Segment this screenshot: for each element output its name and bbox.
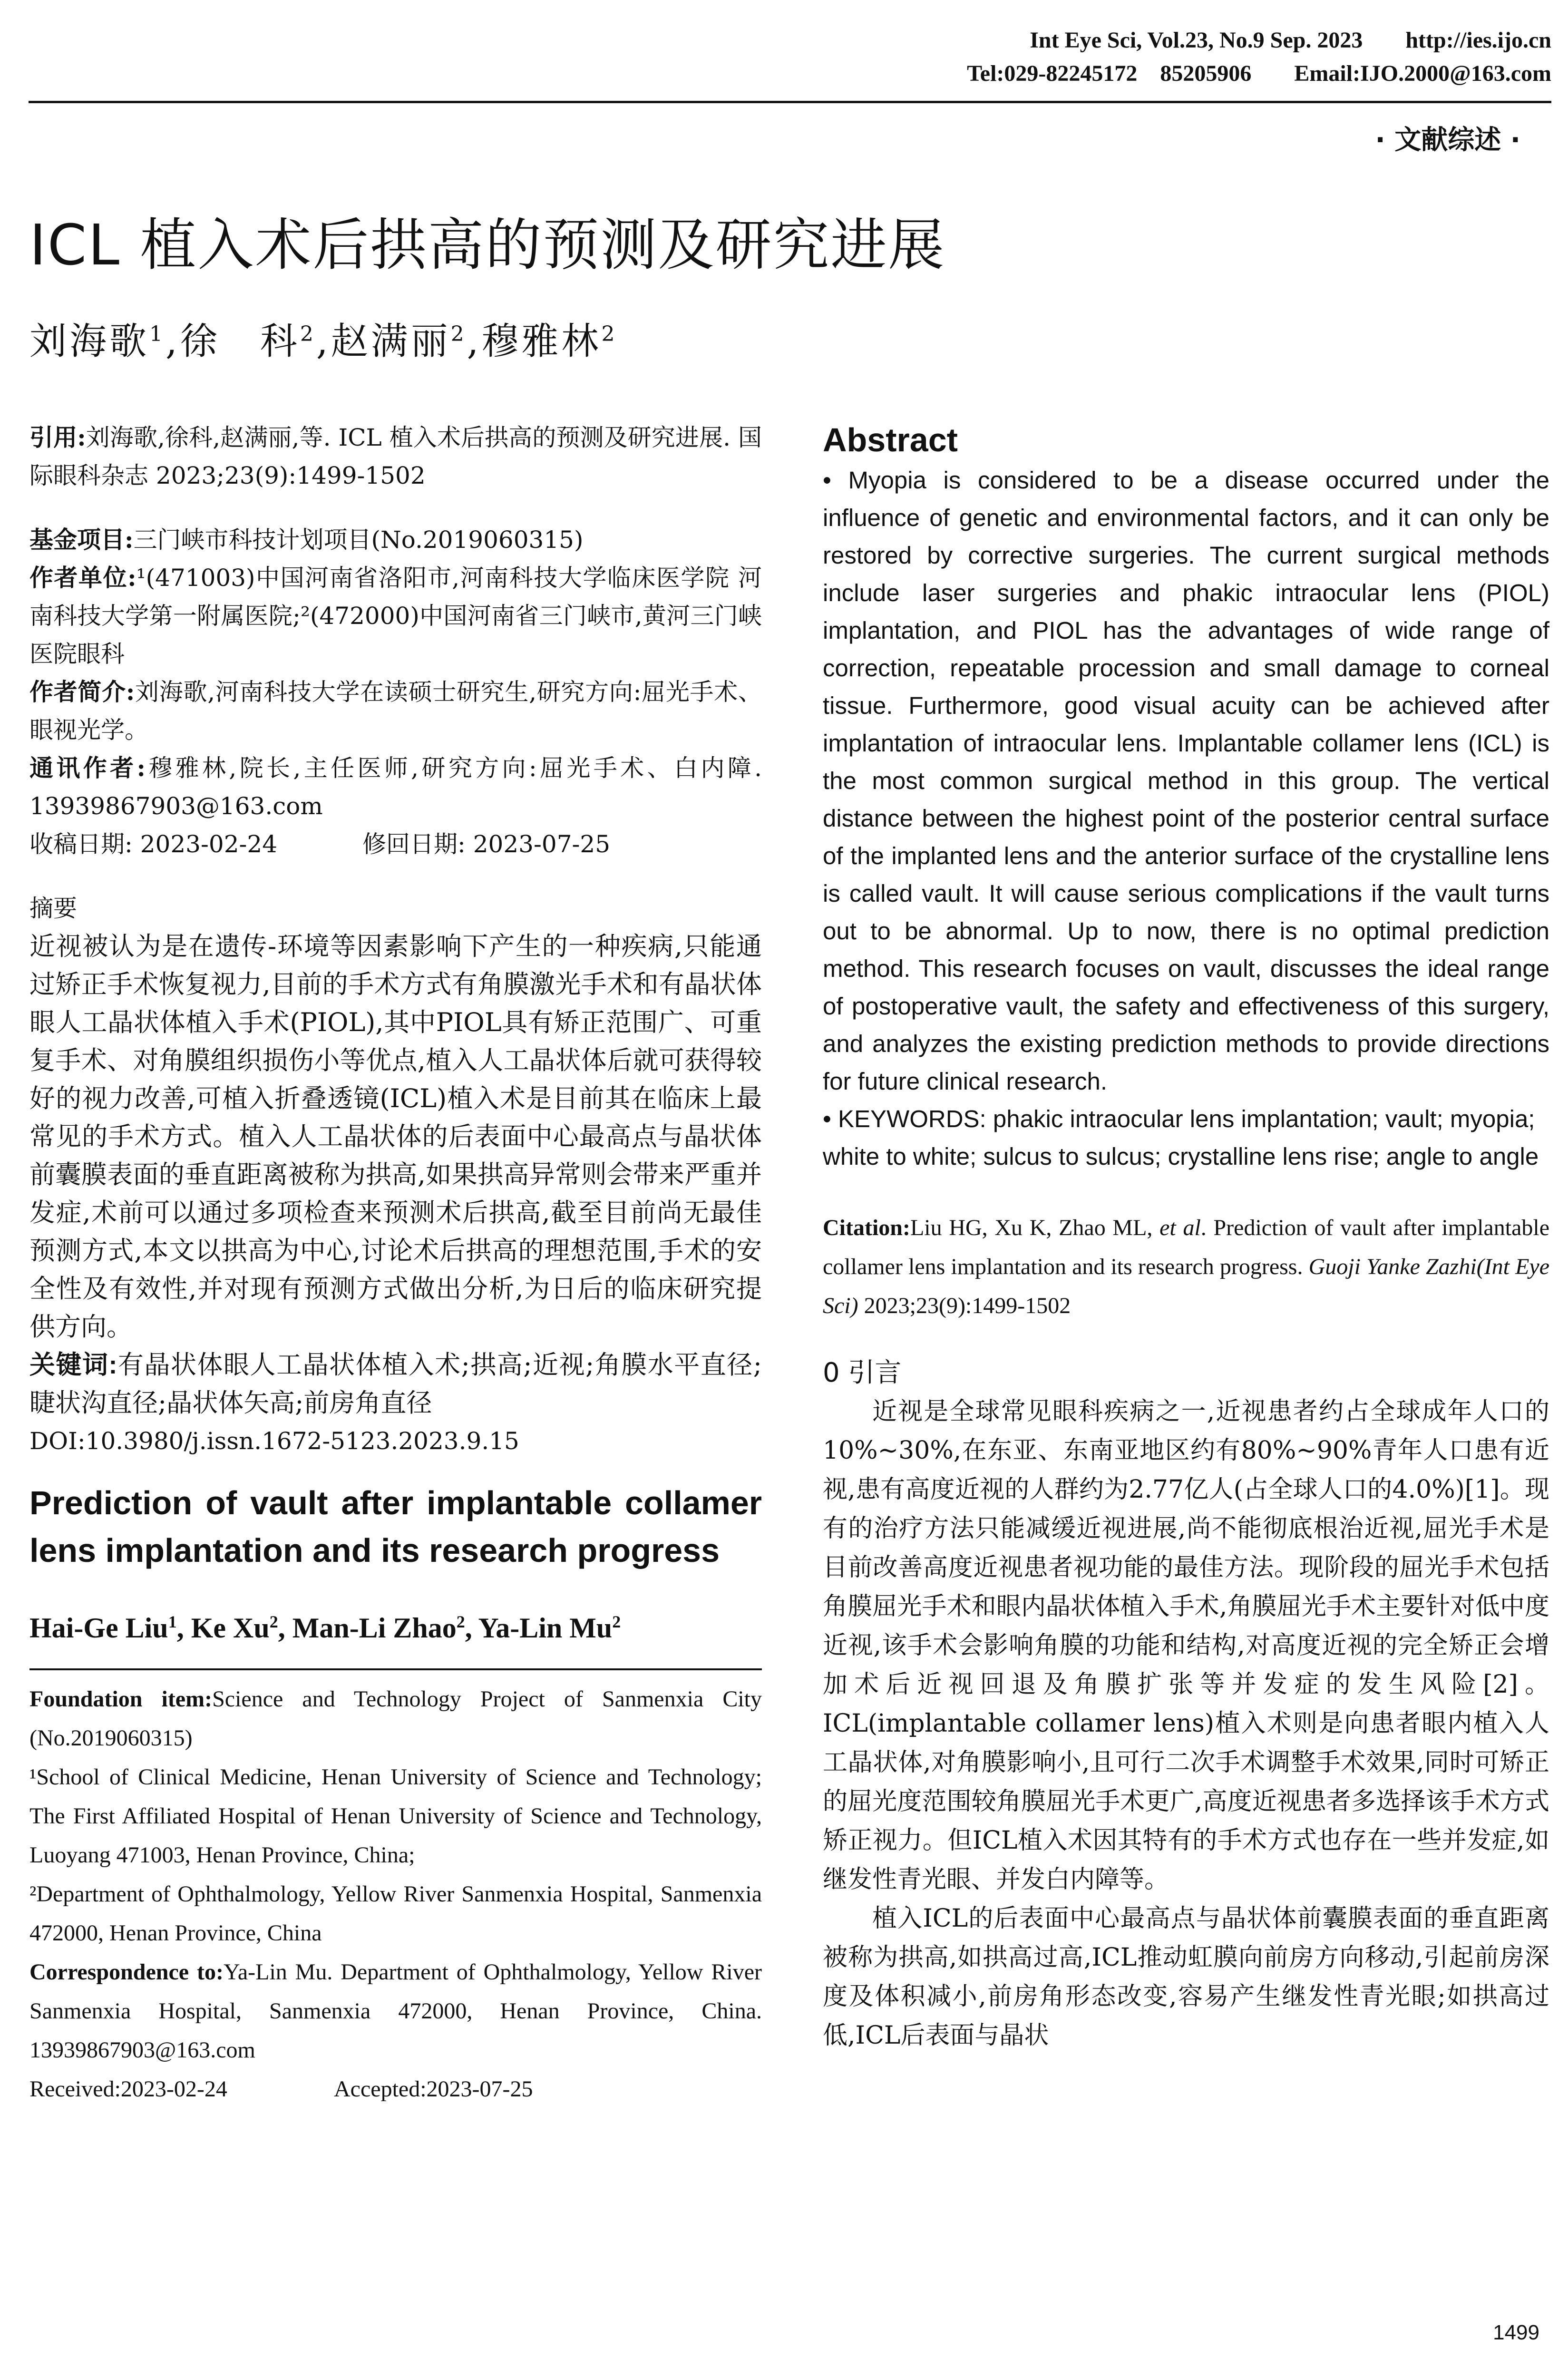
left-column [29, 419, 762, 2109]
english-author-name: Ya-Lin Mu [478, 1612, 613, 1644]
author-name: 穆雅林 [481, 320, 602, 363]
author-affiliation-mark: 2 [450, 322, 467, 346]
author-separator: , [467, 320, 482, 363]
header-rule [29, 101, 1551, 103]
keywords-en: • KEYWORDS: phakic intraocular lens implantation; vault; myopia; white to white; sulcus to sulcus; crystalline lens rise; angle to angle [823, 1105, 1539, 1170]
author-units: 作者单位:¹(471003)中国河南省洛阳市,河南科技大学临床医学院 河南科技大学第一附属医院;²(472000)中国河南省三门峡市,黄河三门峡医院眼科 [29, 564, 762, 668]
author-separator: , [166, 320, 180, 363]
english-author-list: Hai-Ge Liu$^1$, Ke Xu$^2$, Man-Li Zhao$^2$, Ya-Lin Mu$^2$ [29, 1612, 621, 1644]
doi: DOI:10.3980/j.issn.1672-5123.2023.9.15 [29, 1427, 519, 1455]
divider [29, 1668, 762, 1670]
citation-cn: 引用:刘海歌,徐科,赵满丽,等. ICL 植入术后拱高的预测及研究进展. 国际眼科杂志 2023;23(9):1499-1502 [29, 423, 762, 489]
intro-paragraph-1: 近视是全球常见眼科疾病之一,近视患者约占全球成年人口的10%~30%,在东亚、东南亚地区约有80%~90%青年人口患有近视,患有高度近视的人群约为2.77亿人(占全球人口的4.0%)[1]。现有的治疗方法只能减缓近视进展,尚不能彻底根治近视,屈光手术是目前改善高度近视患者视功能的最佳方法。现阶段的屈光手术包括角膜屈光手术和眼内晶状体植入手术,角膜屈光手术主要针对低中度近视,该手术会影响角膜的功能和结构,对高度近视的完全矫正会增加术后近视回退及角膜扩张等并发症的发生风险[2]。ICL(implantable collamer lens)植入术则是向患者眼内植入人工晶状体,对角膜影响小,且可行二次手术调整手术效果,同时可矫正的屈光度范围较角膜屈光手术更广,高度近视患者多选择该手术方式矫正视力。但ICL植入术因其特有的手术方式也存在一些并发症,如继发性青光眼、并发白内障等。 [823, 1397, 1549, 1894]
english-author-name: Man-Li Zhao [292, 1612, 457, 1644]
corresponding-author: 通讯作者:穆雅林,院长,主任医师,研究方向:屈光手术、白内障. 13939867903@163.com [29, 754, 762, 820]
journal-email: Email:IJO.2000@163.com [1294, 61, 1551, 86]
right-column [823, 419, 1549, 2055]
running-header [924, 24, 1551, 90]
abstract-cn: 近视被认为是在遗传-环境等因素影响下产生的一种疾病,只能通过矫正手术恢复视力,目前的手术方式有角膜激光手术和有晶状体眼人工晶状体植入手术(PIOL),其中PIOL具有矫正范围广、可重复手术、对角膜组织损伤小等优点,植入人工晶状体后就可获得较好的视力改善,可植入折叠透镜(ICL)植入术是目前其在临床上最常见的手术方式。植入人工晶状体的后表面中心最高点与晶状体前囊膜表面的垂直距离被称为拱高,如果拱高异常则会带来严重并发症,术前可以通过多项检查来预测术后拱高,截至目前尚无最佳预测方式,本文以拱高为中心,讨论术后拱高的理想范围,手术的安全性及有效性,并对现有预测方式做出分析,为日后的临床研究提供方向。 [29, 931, 762, 1342]
intro-paragraph-2: 植入ICL的后表面中心最高点与晶状体前囊膜表面的垂直距离被称为拱高,如拱高过高,ICL推动虹膜向前房方向移动,引起前房深度及体积减小,前房角形态改变,容易产生继发性青光眼;如拱高过低,ICL后表面与晶状 [823, 1904, 1549, 2050]
fund-info: 基金项目:三门峡市科技计划项目(No.2019060315) [29, 526, 584, 554]
section-tag: · 文献综述 · [1375, 125, 1520, 156]
journal-url: http://ies.ijo.cn [1405, 28, 1551, 53]
english-front-matter [29, 1680, 762, 2109]
affiliation-2: ²Department of Ophthalmology, Yellow River Sanmenxia Hospital, Sanmenxia 472000, Henan Province, China [29, 1881, 762, 1946]
dates-en: Received:2023-02-24 Accepted:2023-07-25 [29, 2076, 533, 2102]
author-bio: 作者简介:刘海歌,河南科技大学在读硕士研究生,研究方向:屈光手术、眼视光学。 [29, 678, 762, 744]
received-date: 收稿日期: 2023-02-24 [29, 830, 278, 858]
english-title: Prediction of vault after implantable collamer lens implantation and its research progress [29, 1484, 762, 1569]
abstract-en: • Myopia is considered to be a disease occurred under the influence of genetic and environmental factors, and it can only be restored by corrective surgeries. The current surgical methods include laser surgeries and phakic intraocular lens (PIOL) implantation, and PIOL has the advantages of wide range of correction, repeatable procession and small damage to corneal tissue. Furthermore, good visual acuity can be achieved after implantation of intraocular lens. Implantable collamer lens (ICL) is the most common surgical method in this group. The vertical distance between the highest point of the posterior central surface of the implanted lens and the anterior surface of the crystalline lens is called vault. It will cause serious complications if the vault turns out to be abnormal. Up to now, there is no optimal prediction method. This research focuses on vault, discusses the ideal range of postoperative vault, the safety and effectiveness of this surgery, and analyzes the existing prediction methods to provide directions for future clinical research. [823, 467, 1549, 1095]
author-separator: , [316, 320, 331, 363]
author-name: 刘海歌 [29, 320, 150, 363]
author-affiliation-mark: 2 [300, 322, 316, 346]
affiliation-1: ¹School of Clinical Medicine, Henan University of Science and Technology; The First Affiliated Hospital of Henan University of Science and Technology, Luoyang 471003, Henan Province, China; [29, 1764, 762, 1868]
dates-cn [29, 825, 762, 863]
journal-tel: Tel:029-82245172 85205906 [967, 61, 1252, 86]
citation-en: Citation:Liu HG, Xu K, Zhao ML, et al. Prediction of vault after implantable collamer lens implantation and its research progress. Guoji Yanke Zazhi(Int Eye Sci) 2023;23(9):1499-1502 [823, 1215, 1550, 1318]
abstract-heading: Abstract [823, 421, 958, 458]
correspondence: Correspondence to:Ya-Lin Mu. Department of Ophthalmology, Yellow River Sanmenxia Hospital, Sanmenxia 472000, Henan Province, China. 13939867903@163.com [29, 1959, 762, 2063]
journal-issue: Int Eye Sci, Vol.23, No.9 Sep. 2023 [1030, 28, 1363, 53]
intro-heading: 0 引言 [823, 1357, 902, 1388]
foundation-item: Foundation item:Science and Technology Project of Sanmenxia City (No.2019060315) [29, 1686, 762, 1751]
revised-date: 修回日期: 2023-07-25 [362, 830, 611, 858]
keywords-cn: 关键词:有晶状体眼人工晶状体植入术;拱高;近视;角膜水平直径;睫状沟直径;晶状体矢高;前房角直径 [29, 1350, 762, 1418]
article-title: ICL 植入术后拱高的预测及研究进展 [29, 212, 946, 278]
author-name: 赵满丽 [331, 320, 451, 363]
abstract-heading-cn: 摘要 [29, 895, 77, 922]
author-affiliation-mark: 1 [149, 322, 166, 346]
english-author-name: Ke Xu [191, 1612, 270, 1644]
author-affiliation-mark: 2 [601, 322, 618, 346]
english-author-name: Hai-Ge Liu [29, 1612, 168, 1644]
author-name: 徐 科 [180, 320, 300, 363]
author-list [29, 312, 617, 365]
page-number: 1499 [1493, 2321, 1539, 2344]
